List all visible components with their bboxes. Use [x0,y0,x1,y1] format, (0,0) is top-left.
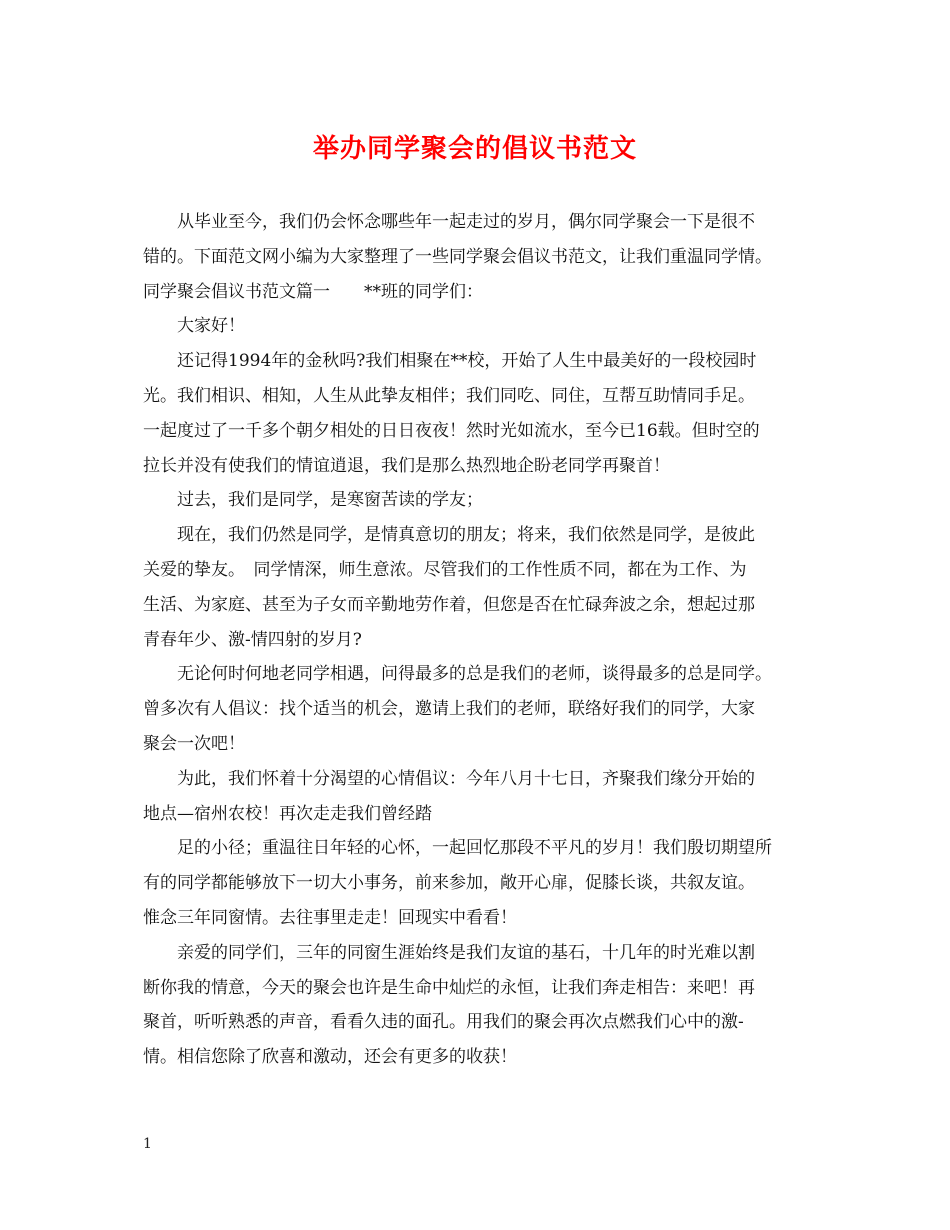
text-line: 光。我们相识、相知，人生从此挚友相伴；我们同吃、同住，互帮互助情同手足。 [143,385,755,406]
page-number: 1 [143,1136,152,1152]
text-line: 从毕业至今，我们仍会怀念哪些年一起走过的岁月，偶尔同学聚会一下是很不 [177,212,755,232]
text-line: 有的同学都能够放下一切大小事务，前来参加，敞开心扉，促膝长谈，共叙友谊。 [143,873,755,894]
text-line: 惟念三年同窗情。去往事里走走！回现实中看看！ [143,907,517,928]
text-line: 错的。下面范文网小编为大家整理了一些同学聚会倡议书范文，让我们重温同学情。 [143,246,772,267]
text-line: 还记得1994年的金秋吗?我们相聚在**校，开始了人生中最美好的一段校园时 [177,351,757,372]
text-line: 生活、为家庭、甚至为子女而辛勤地劳作着，但您是否在忙碌奔波之余，想起过那 [143,594,755,615]
text-line: 足的小径；重温往日年轻的心怀，一起回忆那段不平凡的岁月！我们殷切期望所 [177,838,772,859]
text-line: 地点—宿州农校！再次走走我们曾经踏 [143,803,432,824]
document-title: 举办同学聚会的倡议书范文 [312,134,637,164]
text-line: 曾多次有人倡议：找个适当的机会，邀请上我们的老师，联络好我们的同学，大家 [143,699,755,720]
text-line: 青春年少、激-情四射的岁月? [143,629,362,650]
text-line: 聚会一次吧！ [143,733,245,754]
text-line: 大家好！ [177,316,245,337]
text-line: 一起度过了一千多个朝夕相处的日日夜夜！然时光如流水，至今已16载。但时空的 [143,420,760,441]
text-line: 同学聚会倡议书范文篇一 **班的同学们： [143,281,483,302]
text-line: 现在，我们仍然是同学，是情真意切的朋友；将来，我们依然是同学，是彼此 [177,525,755,546]
text-line: 过去，我们是同学，是寒窗苦读的学友； [177,490,483,511]
text-line: 断你我的情意，今天的聚会也许是生命中灿烂的永恒，让我们奔走相告：来吧！再 [143,977,755,998]
text-line: 聚首，听听熟悉的声音，看看久违的面孔。用我们的聚会再次点燃我们心中的激- [143,1012,744,1033]
text-line: 为此，我们怀着十分渴望的心情倡议：今年八月十七日，齐聚我们缘分开始的 [177,768,755,789]
text-line: 无论何时何地老同学相遇，问得最多的总是我们的老师，谈得最多的总是同学。 [177,664,772,685]
text-line: 拉长并没有使我们的情谊逍退，我们是那么热烈地企盼老同学再聚首！ [143,455,670,476]
text-line: 情。相信您除了欣喜和激动，还会有更多的收获！ [143,1047,517,1068]
text-line: 亲爱的同学们，三年的同窗生涯始终是我们友谊的基石，十几年的时光难以割 [177,942,755,963]
document-body [143,205,813,1075]
text-line: 关爱的挚友。 同学情深，师生意浓。尽管我们的工作性质不同，都在为工作、为 [143,559,747,580]
